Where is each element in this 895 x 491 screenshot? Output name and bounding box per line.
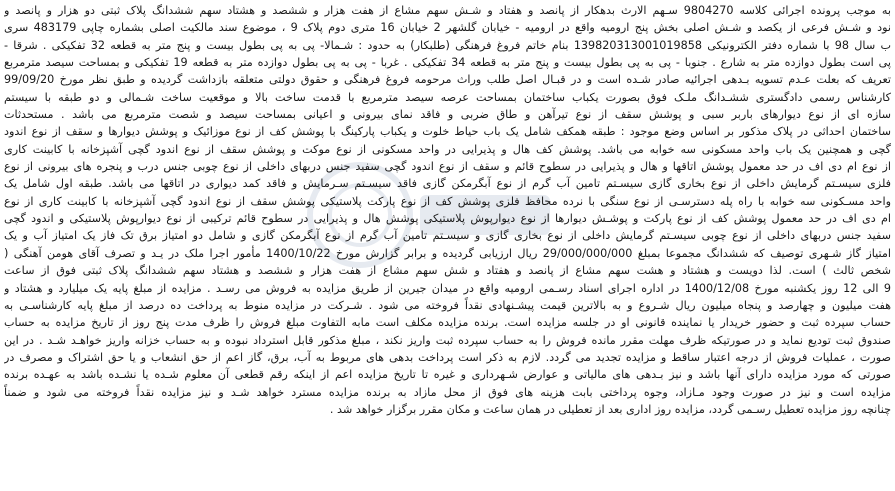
notice-line: ب سال 98 با شماره دفتر الکترونیکی 139820313001019858 بنام خاتم فروغ فرهنگی (طلبکار) به حدود : شـمالا- پی به پی بطول بیست و پنج متر به قطعه 32 تفکیکی . شرقا - bbox=[4, 38, 891, 52]
notice-line: گچی و همچنین یک باب واحد مسکونی سه خوابه می باشد. پوشش کف هال و پذیرایی در واحد مسکونی از نوع موکت و پوشش سقف از نوع اندود گچی آشپزخانه با کابینت کاری bbox=[4, 142, 891, 156]
notice-line: صورتی که مورد مزایده دارای آنها باشد و نیز بـدهی های مالیاتی و عوارض شـهرداری و غیره تا تاریخ مزایده اعم از اینکه رقم قطعی آن معلوم شـده یا نشـده باشد به عهـده برنده bbox=[4, 368, 891, 382]
notice-line: پی است بطول دوازده متر به شارع . جنوبا - پی به پی بطول بیست و پنج متر به قطعه 34 تفکیکی . غربا - پی به پی بطول دوازده متر به قطعه 19 تفکیکی و بمساحت سیصد مترمربع bbox=[4, 56, 891, 70]
notice-line: ام دی اف در حد معمول پوشش کف از نوع پارکت و پوشـش دیوارها از نوع دیوارپوش پلاستیکی پوشش هال و پذیرایی در سطوح قائم ترکیبی از نوع دیوارپوش پلاستیکی و اندود گچی bbox=[4, 212, 891, 226]
notice-line: به موجب پرونده اجرائی کلاسه 9804270 سـهم الارث بدهکار از پانصد و هفتاد و شـش سهم مشاع از هفت هزار و ششصد و هشتاد سهم ششدانگ پلاک ثبتی دو هزار و پانصد و bbox=[4, 4, 891, 17]
notice-line: واحد مسـکونی سه خوابه با راه پله دسترسـی از نوع سنگی با نرده محافظ فلزی پوشش کف از نوع پارکت پلاستیکی پوشش سقف از نوع اندود گچی آشپزخانه با کابینت کاری از نوع bbox=[4, 194, 891, 208]
notice-line: مزایده است و نیز در صورت وجود مـازاد، وجوه پرداختی بابت هزینه های فوق از محل مازاد به برنده مزایده مسترد خواهد شـد و نیز مزایده نقداً فروخته می شود و ضمناً bbox=[4, 385, 891, 399]
notice-line: تعریف که بعلت عـدم تسویه بـدهی اجرائیه صادر شـده است و در قبـال اصل طلب وراث مرحومه فروغ فرهنگی و حقوق دولتی متعلقه بازداشت گردیده و طبق نظر مورخ 99/09/20 bbox=[4, 73, 891, 87]
auction-notice-document bbox=[4, 2, 891, 489]
notice-line: سفید جنس دربهای داخلی از نوع چوبی سیسـتم گرمایش داخلی از نوع بخاری گازی و سیسـتم تامین آب گرم از نوع آبگرمکن گازی و شامل دو امتیاز برق تک فاز یک امتیاز آب و یک bbox=[4, 229, 891, 243]
notice-line: ساختمان احداثی در پلاک مذکور بر اساس وضع موجود : طبقه همکف شامل یک باب حیاط خلوت و یکباب پارکینگ با پوشش کف از نوع موزائیک و پوشش دیوارها و سقف از نوع اندود bbox=[4, 125, 891, 139]
notice-line: فلزی سیسـتم گرمایش داخلی از نوع بخاری گازی سیسـتم تامین آب گرم از نوع آبگرمکن گازی فاقد سیسـتم سـرمایش و فاقد کمد دیواری در اتاقها می باشد. طبقه اول شامل یک bbox=[4, 177, 891, 191]
notice-line: از نوع ام دی اف در حد معمول پوشش اتاقها و هال و پذیرایی در سطوح قائم و سقف از نوع اندود گچی سفید جنس دربهای داخلی از نوع چوبی جنس درب و پنجره های بیرونی از نوع bbox=[4, 160, 891, 174]
notice-line: 9 الی 12 روز یکشنبه مورخ 1400/12/08 در اداره اجرای اسناد رسـمی ارومیه واقع در میدان جیرین از طریق مزایده به فروش می رسـد . مزایده از مبلغ پایه یک میلیارد و هشتاد و bbox=[4, 281, 891, 295]
notice-line: کارشناس رسمی دادگستری ششـدانگ ملـک فوق بصورت یکباب ساختمان بمساحت عرصه سیصد مترمربع با قدمت ساخت بالا و موقعیت ساخت شـمالی و دو طبقه با سیستم bbox=[4, 90, 891, 104]
notice-line: نود و شـش فرعی از یکصد و شـش اصلی بخش پنج ارومیه واقع در ارومیه - خیابان گلشهر 2 خیابان 16 متری دوم پلاک 9 ، موضوع سند مالکیت اصلی بشماره چاپی 483179 سری bbox=[4, 21, 891, 35]
notice-line: سازه ای از نوع دیوارهای باربر سبی و پوشش سقف از نوع تیرآهن و طاق ضربی و فاقد نمای بیرونی و اعیانی بمساحت سیصد و شصت مترمربع می باشد . مستحدثات bbox=[4, 108, 891, 122]
notice-line: صندوق ثبت تودیع نماید و در صورتیکه ظرف مهلت مقرر مانده فروش را به حساب سپرده ثبت واریز نکند ، مبلغ مذکور قابل استرداد نبوده و به حساب خزانه واریز خواهـد شـد . در این bbox=[4, 333, 891, 347]
notice-line: امتیاز گاز شـهری توصیف که ششدانگ مجموعا بمبلغ 29/000/000/000 ریال ارزیابی گردیده و برابر گزارش مورخ 1400/10/22 مأمور اجرا ملک در یـد و تصرف آقای هومن آهنگی ( bbox=[4, 246, 891, 260]
notice-line: هفت میلیون و چهارصد و پنجاه میلیون ریال شـروع و به بالاترین قیمت پیشـنهادی نقداً فروخته می شود . شـرکت در مزایده منوط به پرداخت ده درصد از مبلغ پایه کارشناسـی به bbox=[4, 298, 891, 312]
notice-line: صورت ، عملیات فروش از درجه اعتبار ساقط و مزایده تجدید می گردد. لازم به ذکر است پرداخت بدهی های مربوط به آب، برق، گاز اعم از حق انشعاب و یا حق اشتراک و مصرف در bbox=[4, 350, 891, 364]
notice-line: حساب سپرده ثبت و حضور خریدار یا نماینده قانونی او در جلسه مزایده است. برنده مزایده مکلف است مابه التفاوت مبلغ فروش را ظرف مدت پنج روز از تاریخ مزایده به حساب bbox=[4, 316, 891, 330]
notice-line-last: چنانچه روز مزایده تعطیل رسـمی گردد، مزایده روز اداری بعد از تعطیلی در همان ساعت و مکان مقرر برگزار خواهد شد . bbox=[329, 402, 891, 416]
notice-line: شخص ثالث ) است. لذا دویست و هشتاد و هشت سهم مشاع از پانصد و هفتاد و شش سهم مشاع از هفت هزار و ششصد و هشتاد سهم ششدانگ پلاک ثبتی فوق از ساعت bbox=[4, 264, 891, 278]
